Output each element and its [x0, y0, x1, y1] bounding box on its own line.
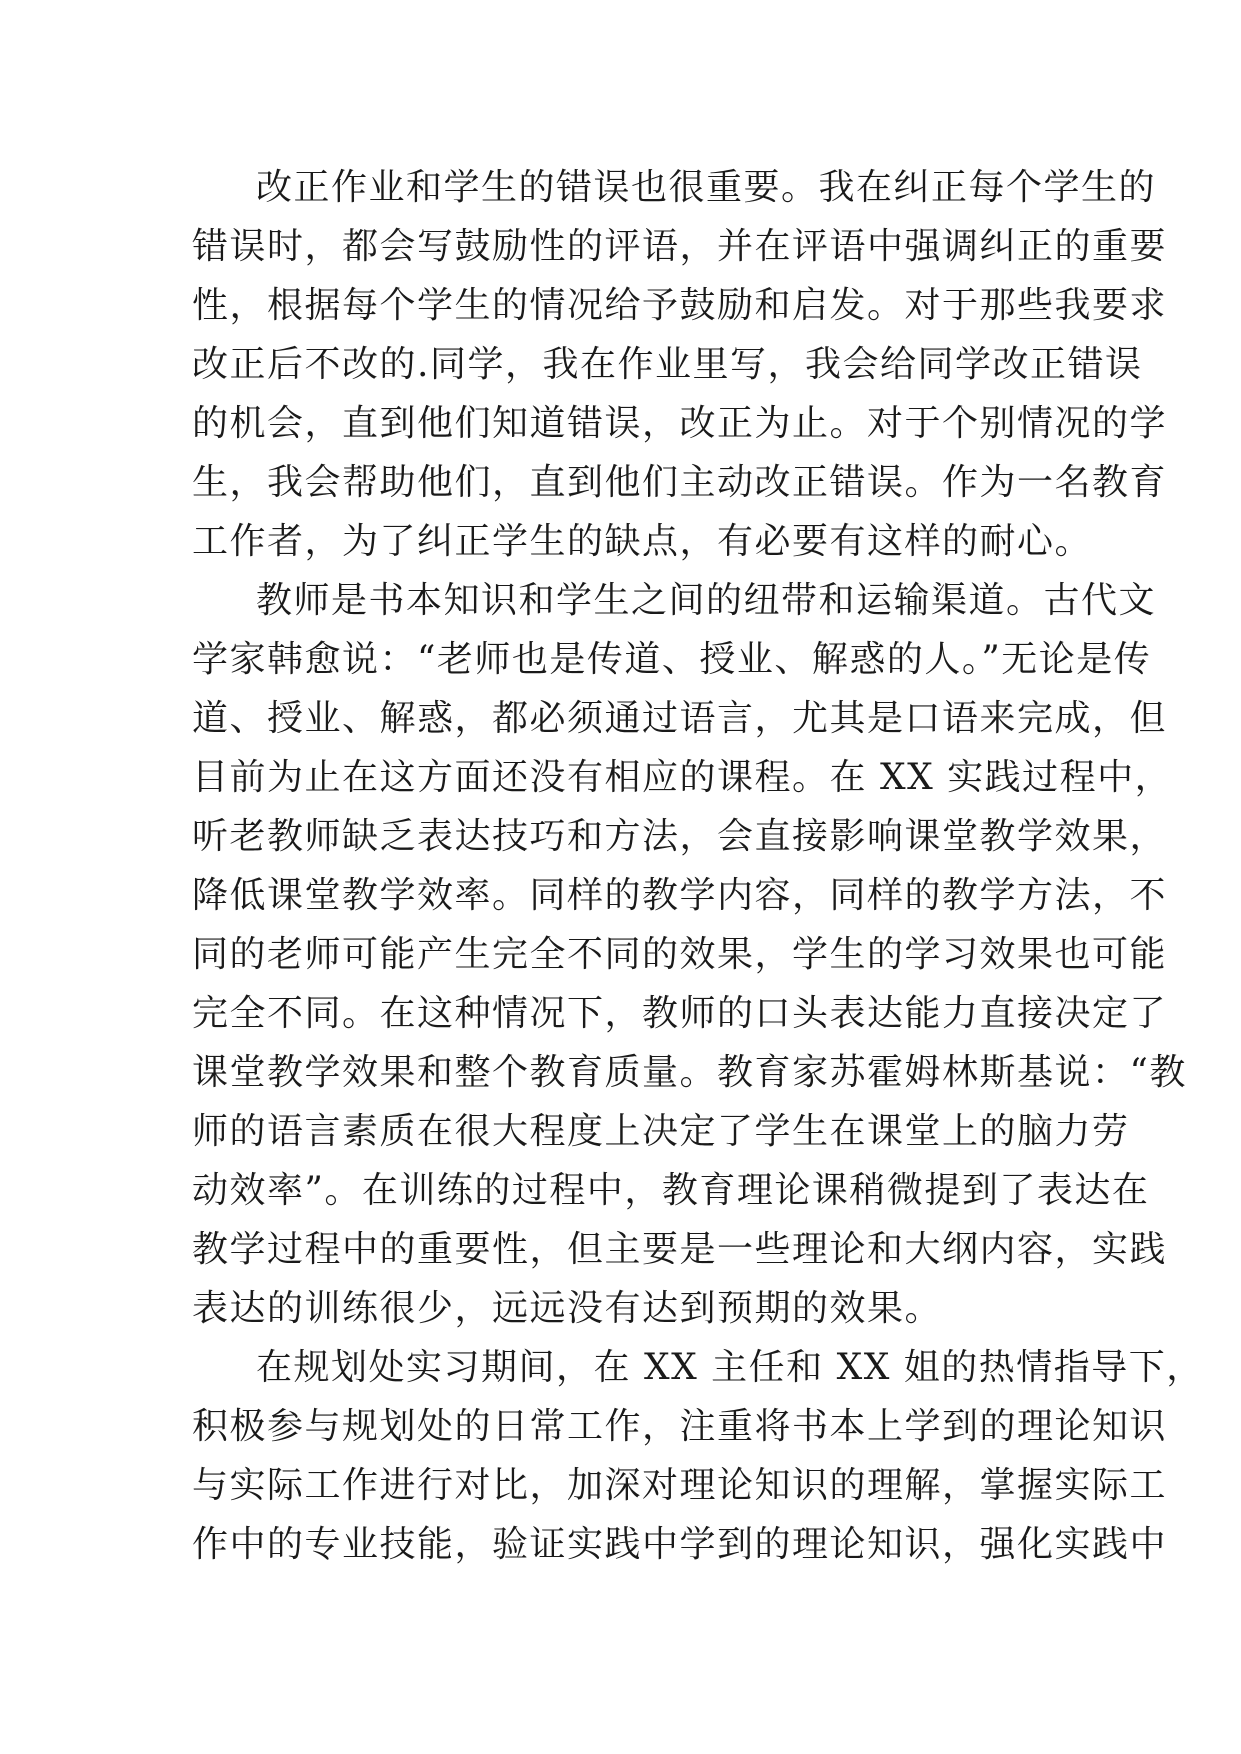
text-line: 教学过程中的重要性，但主要是一些理论和大纲内容，实践 [192, 1229, 1168, 1270]
text-line: 降低课堂教学效率。同样的教学内容，同样的教学方法，不 [192, 875, 1168, 916]
text-line: 积极参与规划处的日常工作，注重将书本上学到的理论知识 [192, 1406, 1168, 1447]
text-line: 道、授业、解惑，都必须通过语言，尤其是口语来完成，但 [192, 698, 1168, 739]
text-line: 的机会，直到他们知道错误，改正为止。对于个别情况的学 [192, 403, 1168, 444]
text-line: 改正作业和学生的错误也很重要。我在纠正每个学生的 [256, 167, 1157, 208]
text-line: 课堂教学效果和整个教育质量。教育家苏霍姆林斯基说：“教 [192, 1052, 1187, 1093]
paragraph-3 [192, 1338, 1204, 1574]
text-line: 表达的训练很少，远远没有达到预期的效果。 [192, 1288, 943, 1329]
text-line: 完全不同。在这种情况下，教师的口头表达能力直接决定了 [192, 993, 1168, 1034]
text-line: 在规划处实习期间，在 XX 主任和 XX 姐的热情指导下， [256, 1347, 1204, 1388]
text-line: 动效率”。在训练的过程中，教育理论课稍微提到了表达在 [192, 1170, 1150, 1211]
text-line: 与实际工作进行对比，加深对理论知识的理解，掌握实际工 [192, 1465, 1168, 1506]
text-line: 教师是书本知识和学生之间的纽带和运输渠道。古代文 [256, 580, 1157, 621]
text-line: 性，根据每个学生的情况给予鼓励和启发。对于那些我要求 [192, 285, 1168, 326]
text-line: 改正后不改的.同学，我在作业里写，我会给同学改正错误 [192, 344, 1143, 385]
text-line: 作中的专业技能，验证实践中学到的理论知识，强化实践中 [192, 1524, 1168, 1565]
paragraph-2 [192, 571, 1187, 1338]
text-line: 工作者，为了纠正学生的缺点，有必要有这样的耐心。 [192, 521, 1093, 562]
text-line: 师的语言素质在很大程度上决定了学生在课堂上的脑力劳 [192, 1111, 1130, 1152]
paragraph-1 [192, 158, 1168, 571]
text-line: 学家韩愈说：“老师也是传道、授业、解惑的人。”无论是传 [192, 639, 1152, 680]
body-text [192, 158, 1204, 1574]
text-line: 错误时，都会写鼓励性的评语，并在评语中强调纠正的重要 [192, 226, 1168, 267]
text-line: 生，我会帮助他们，直到他们主动改正错误。作为一名教育 [192, 462, 1168, 503]
text-line: 听老教师缺乏表达技巧和方法，会直接影响课堂教学效果， [192, 816, 1168, 857]
text-line: 同的老师可能产生完全不同的效果，学生的学习效果也可能 [192, 934, 1168, 975]
text-line: 目前为止在这方面还没有相应的课程。在 XX 实践过程中， [192, 757, 1173, 798]
